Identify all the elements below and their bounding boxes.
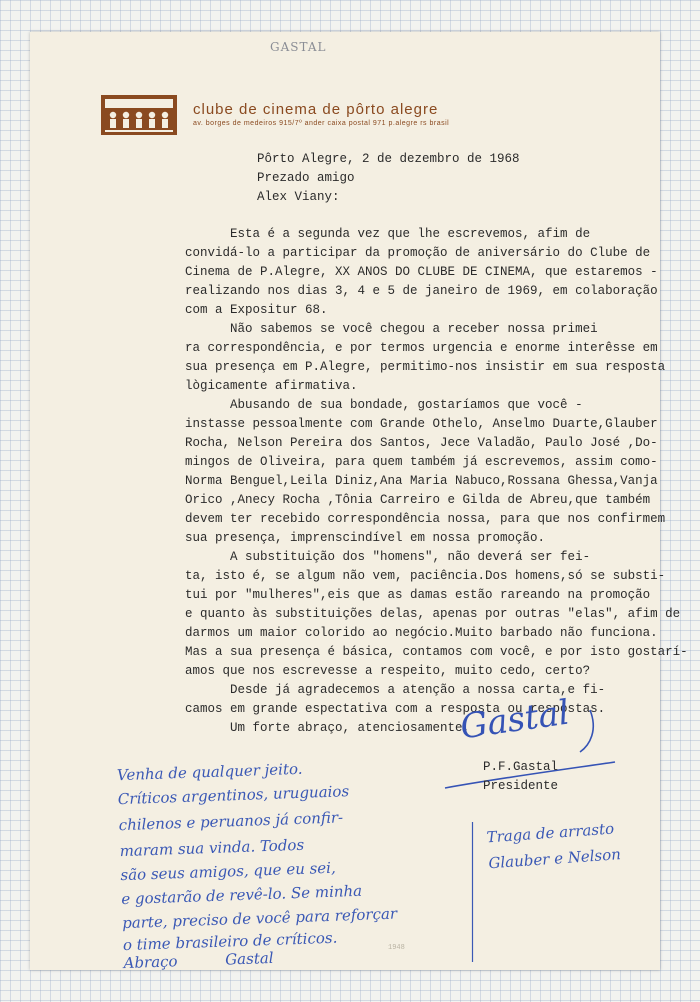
- club-logo-icon: [101, 95, 177, 135]
- header-date: Pôrto Alegre, 2 de dezembro de 1968: [257, 152, 520, 166]
- note-line: Críticos argentinos, uruguaios: [117, 782, 350, 809]
- body-line: Rocha, Nelson Pereira dos Santos, Jece Valadão, Paulo José ,Do-: [185, 436, 658, 450]
- body-line: ra correspondência, e por termos urgencia e enorme interêsse em: [185, 341, 658, 355]
- note-line: maram sua vinda. Todos: [119, 835, 305, 861]
- body-line: com a Expositur 68.: [185, 303, 328, 317]
- note-line: Traga de arrasto: [486, 819, 615, 847]
- body-line: sua presença, imprenscindível em nossa promoção.: [185, 531, 546, 545]
- handwritten-signature: Gastal: [457, 692, 572, 748]
- body-line: camos em grande espectativa com a resposta ou respostas.: [185, 702, 606, 716]
- note-line: Abraço Gastal: [123, 948, 274, 973]
- pencil-note: GASTAL: [270, 40, 327, 54]
- note-line: parte, preciso de você para reforçar: [121, 904, 398, 933]
- note-line: o time brasileiro de críticos.: [122, 928, 338, 955]
- body-line: e quanto às substituições delas, apenas por outras "elas", afim de: [185, 607, 681, 621]
- note-line: Glauber e Nelson: [487, 845, 622, 873]
- body-line: Esta é a segunda vez que lhe escrevemos, afim de: [185, 227, 591, 241]
- signatory-title: Presidente: [483, 779, 559, 793]
- body-line: convidá-lo a participar da promoção de aniversário do Clube de: [185, 246, 651, 260]
- signatory-name: P.F.Gastal: [483, 760, 559, 774]
- club-name: clube de cinema de pôrto alegre: [193, 101, 439, 118]
- signature-block: [483, 760, 559, 802]
- body-line: Norma Benguel,Leila Diniz,Ana Maria Nabuco,Rossana Ghessa,Vanja: [185, 474, 658, 488]
- body-line: Desde já agradecemos a atenção a nossa carta,e fi-: [185, 683, 606, 697]
- note-line: Venha de qualquer jeito.: [116, 759, 303, 785]
- body-line: mingos de Oliveira, para quem também já escrevemos, assim como-: [185, 455, 658, 469]
- body-line: Abusando de sua bondade, gostaríamos que você -: [185, 398, 583, 412]
- body-line: A substituição dos "homens", não deverá ser fei-: [185, 550, 591, 564]
- note-line: chilenos e peruanos já confir-: [118, 808, 344, 835]
- note-line: são seus amigos, que eu sei,: [120, 858, 337, 885]
- body-line: sua presença em P.Alegre, permitimo-nos insistir em sua resposta: [185, 360, 666, 374]
- header-salutation: Prezado amigo: [257, 171, 355, 185]
- body-line: lògicamente afirmativa.: [185, 379, 358, 393]
- body-line: tui por "mulheres",eis que as damas estão rareando na promoção: [185, 588, 651, 602]
- body-line: darmos um maior colorido ao negócio.Muito barbado não funciona.: [185, 626, 658, 640]
- pen-divider-icon: [471, 822, 474, 962]
- header-recipient: Alex Viany:: [257, 190, 340, 204]
- club-address: av. borges de medeiros 915/7º ander caixa postal 971 p.alegre rs brasil: [193, 120, 450, 127]
- body-line: Não sabemos se você chegou a receber nossa primei: [185, 322, 598, 336]
- body-line: instasse pessoalmente com Grande Othelo, Anselmo Duarte,Glauber: [185, 417, 658, 431]
- body-line: realizando nos dias 3, 4 e 5 de janeiro de 1969, em colaboração: [185, 284, 658, 298]
- body-line: amos que nos escrevesse a respeito, muito cedo, certo?: [185, 664, 591, 678]
- faint-imprint: 1948: [388, 944, 405, 952]
- body-line: Mas a sua presença é básica, contamos com você, e por isto gostarí-: [185, 645, 688, 659]
- body-line: Orico ,Anecy Rocha ,Tônia Carreiro e Gilda de Abreu,que também: [185, 493, 651, 507]
- body-line: devem ter recebido correspondência nossa, para que nos confirmem: [185, 512, 666, 526]
- letter-header: [257, 152, 520, 208]
- body-line: ta, isto é, se algum não vem, paciência.Dos homens,só se substi-: [185, 569, 666, 583]
- body-line: Um forte abraço, atenciosamente,: [185, 721, 471, 735]
- body-line: Cinema de P.Alegre, XX ANOS DO CLUBE DE CINEMA, que estaremos -: [185, 265, 658, 279]
- note-line: e gostarão de revê-lo. Se minha: [121, 881, 363, 909]
